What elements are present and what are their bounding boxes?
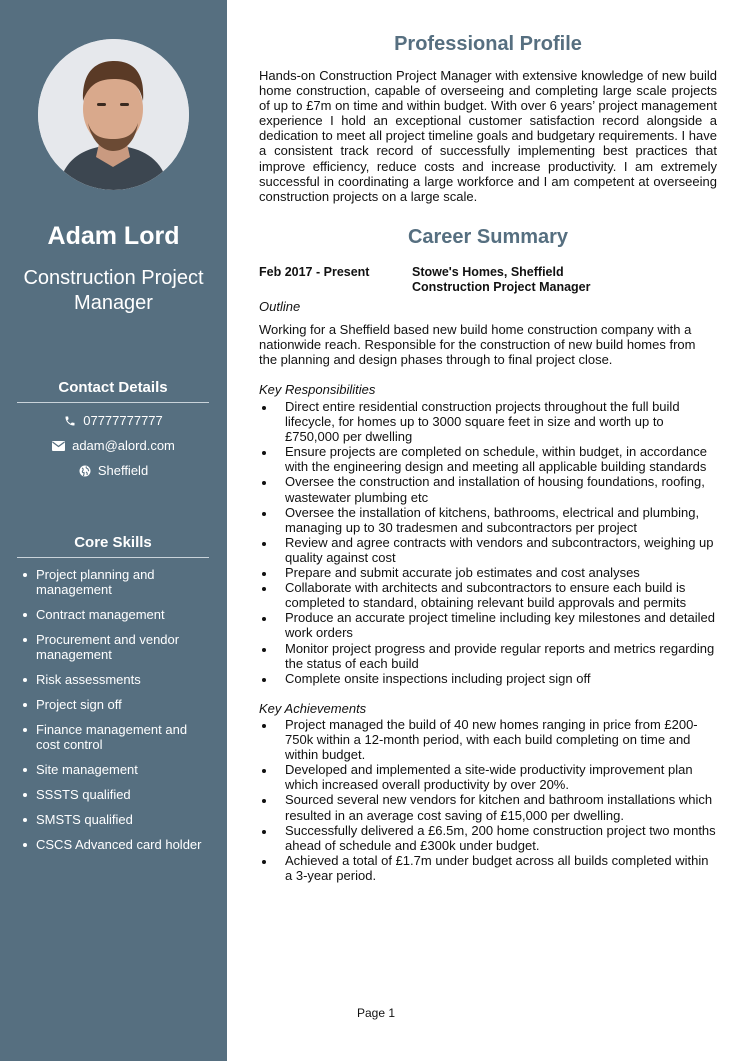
skill-item: Site management [22,762,214,777]
skill-item: Project planning and management [22,567,214,597]
contact-heading: Contact Details [17,379,209,403]
career-heading: Career Summary [407,226,569,248]
phone-icon [64,415,76,427]
person-photo-icon [38,39,189,190]
skill-item: Risk assessments [22,672,214,687]
profile-photo [38,39,189,190]
candidate-name: Adam Lord [47,222,180,250]
profile-heading: Professional Profile [394,33,582,55]
achievements-list [259,717,717,883]
list-item: Oversee the installation of kitchens, bathrooms, electrical and plumbing, managing up to 30 tradesmen and subcontractors per project [259,505,717,535]
list-item: Produce an accurate project timeline including key milestones and detailed work orders [259,610,717,640]
skill-item: Procurement and vendor management [22,632,214,662]
skill-item: Project sign off [22,697,214,712]
email-icon [52,441,65,451]
skill-item: CSCS Advanced card holder [22,837,214,852]
contact-phone-text: 07777777777 [83,413,163,429]
contact-location [0,462,227,478]
responsibilities-list [259,399,717,686]
contact-phone[interactable] [0,412,227,428]
list-item: Prepare and submit accurate job estimates and cost analyses [259,565,717,580]
skill-item: Finance management and cost control [22,722,214,752]
job-role: Construction Project Manager [412,280,591,294]
page-number: Page 1 [357,1006,396,1020]
list-item: Complete onsite inspections including project sign off [259,671,717,686]
contact-location-text: Sheffield [97,463,149,479]
job-employer [412,265,591,295]
achievements-label: Key Achievements [259,701,367,716]
list-item: Project managed the build of 40 new homes ranging in price from £200-750k within a 12-month period, with each build completing on time and within budget. [259,717,717,762]
list-item: Achieved a total of £1.7m under budget across all builds completed within a 3-year period. [259,853,717,883]
list-item: Review and agree contracts with vendors and subcontractors, weighing up quality against cost [259,535,717,565]
list-item: Oversee the construction and installation of housing foundations, roofing, wastewater plumbing etc [259,474,717,504]
list-item: Direct entire residential construction projects throughout the full build lifecycle, for homes up to 3000 square feet in size and worth up to £750,000 per dwelling [259,399,717,444]
candidate-title: Construction Project Manager [23,267,204,314]
skill-item: SSSTS qualified [22,787,214,802]
list-item: Collaborate with architects and subcontractors to ensure each build is completed to standard, obtaining relevant build approvals and permits [259,580,717,610]
list-item: Monitor project progress and provide regular reports and metrics regarding the status of each build [259,641,717,671]
list-item: Developed and implemented a site-wide productivity improvement plan which increased overall productivity by over 20%. [259,762,717,792]
job-date: Feb 2017 - Present [259,265,370,279]
skills-heading: Core Skills [17,534,209,558]
sidebar [0,0,227,1061]
skills-list [22,567,214,862]
contact-email-text: adam@alord.com [72,438,175,454]
skill-item: Contract management [22,607,214,622]
outline-label: Outline [259,299,301,314]
responsibilities-label: Key Responsibilities [259,382,376,397]
job-company: Stowe's Homes, Sheffield [412,265,564,279]
outline-text: Working for a Sheffield based new build home construction company with a nationwide reach. Responsible for the construction of new build homes from the planning and design phases through to final project close. [259,322,696,368]
list-item: Sourced several new vendors for kitchen and bathroom installations which resulted in an average cost saving of £15,000 per dwelling. [259,792,717,822]
list-item: Ensure projects are completed on schedule, within budget, in accordance with the engineering design and meeting all applicable building standards [259,444,717,474]
contact-email[interactable] [0,437,227,453]
list-item: Successfully delivered a £6.5m, 200 home construction project two months ahead of schedule and £300k under budget. [259,823,717,853]
globe-icon [79,465,91,477]
skill-item: SMSTS qualified [22,812,214,827]
profile-text: Hands-on Construction Project Manager with extensive knowledge of new build home construction, capable of overseeing and completing large scale projects of up to £7m on time and within budget. With over 6 years’ project management experience I hold an exceptional customer satisfaction record alongside a dedication to meet all project timeline goals and budgetary requirements. I have a consistent track record of successfully implementing best practices that improve efficiency, reduce costs and increase productivity. I am extremely successful in coordinating a large workforce and I am competent at overseeing construction projects on a large scale. [259,68,717,204]
